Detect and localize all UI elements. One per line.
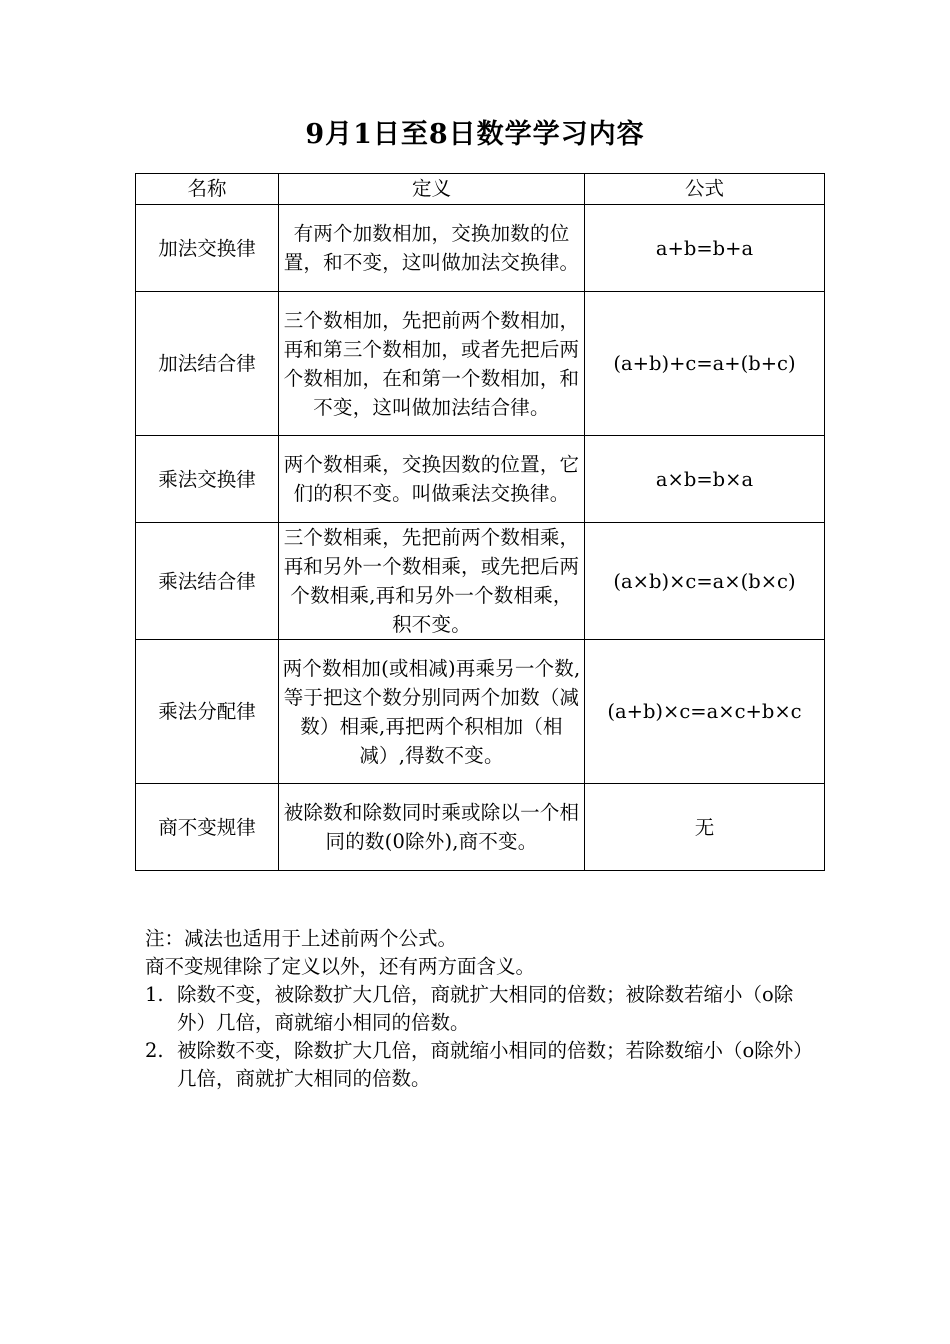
list-item-number: 1. [145, 983, 164, 1006]
law-name: 商不变规律 [136, 784, 279, 871]
table-row [136, 292, 825, 436]
table-row [136, 640, 825, 784]
note-quotient-intro: 商不变规律除了定义以外，还有两方面含义。 [145, 955, 536, 978]
law-name: 加法结合律 [136, 292, 279, 436]
list-item [145, 981, 815, 1037]
law-name: 乘法交换律 [136, 436, 279, 523]
law-definition: 三个数相乘，先把前两个数相乘，再和另外一个数相乘，或先把后两个数相乘,再和另外一个数相乘，积不变。 [279, 523, 585, 640]
note-subtraction: 注：减法也适用于上述前两个公式。 [145, 927, 458, 950]
law-definition: 被除数和除数同时乘或除以一个相同的数(0除外),商不变。 [279, 784, 585, 871]
header-definition: 定义 [279, 174, 585, 205]
note-list [145, 981, 815, 1093]
law-name: 乘法分配律 [136, 640, 279, 784]
list-item-number: 2. [145, 1039, 164, 1062]
law-formula: (a×b)×c=a×(b×c) [585, 523, 825, 640]
law-definition: 两个数相乘，交换因数的位置，它们的积不变。叫做乘法交换律。 [279, 436, 585, 523]
header-formula: 公式 [585, 174, 825, 205]
table-row [136, 784, 825, 871]
law-formula: (a+b)×c=a×c+b×c [585, 640, 825, 784]
law-formula: 无 [585, 784, 825, 871]
table-row [136, 436, 825, 523]
list-item-text: 除数不变，被除数扩大几倍，商就扩大相同的倍数；被除数若缩小（o除外）几倍，商就缩小相同的倍数。 [177, 983, 794, 1034]
math-laws-table [135, 173, 825, 871]
page-title: 9月1日至8日数学学习内容 [305, 119, 645, 150]
law-formula: a×b=b×a [585, 436, 825, 523]
list-item [145, 1037, 815, 1093]
law-name: 加法交换律 [136, 205, 279, 292]
law-formula: (a+b)+c=a+(b+c) [585, 292, 825, 436]
law-definition: 三个数相加，先把前两个数相加，再和第三个数相加，或者先把后两个数相加，在和第一个数相加，和不变，这叫做加法结合律。 [279, 292, 585, 436]
header-name: 名称 [136, 174, 279, 205]
law-formula: a+b=b+a [585, 205, 825, 292]
law-definition: 两个数相加(或相减)再乘另一个数,等于把这个数分别同两个加数（减数）相乘,再把两个积相加（相减）,得数不变。 [279, 640, 585, 784]
law-definition: 有两个加数相加，交换加数的位置，和不变，这叫做加法交换律。 [279, 205, 585, 292]
law-name: 乘法结合律 [136, 523, 279, 640]
list-item-text: 被除数不变，除数扩大几倍，商就缩小相同的倍数；若除数缩小（o除外）几倍，商就扩大相同的倍数。 [177, 1039, 813, 1090]
notes-section [145, 925, 815, 1093]
table-row [136, 523, 825, 640]
table-header-row [136, 174, 825, 205]
table-row [136, 205, 825, 292]
